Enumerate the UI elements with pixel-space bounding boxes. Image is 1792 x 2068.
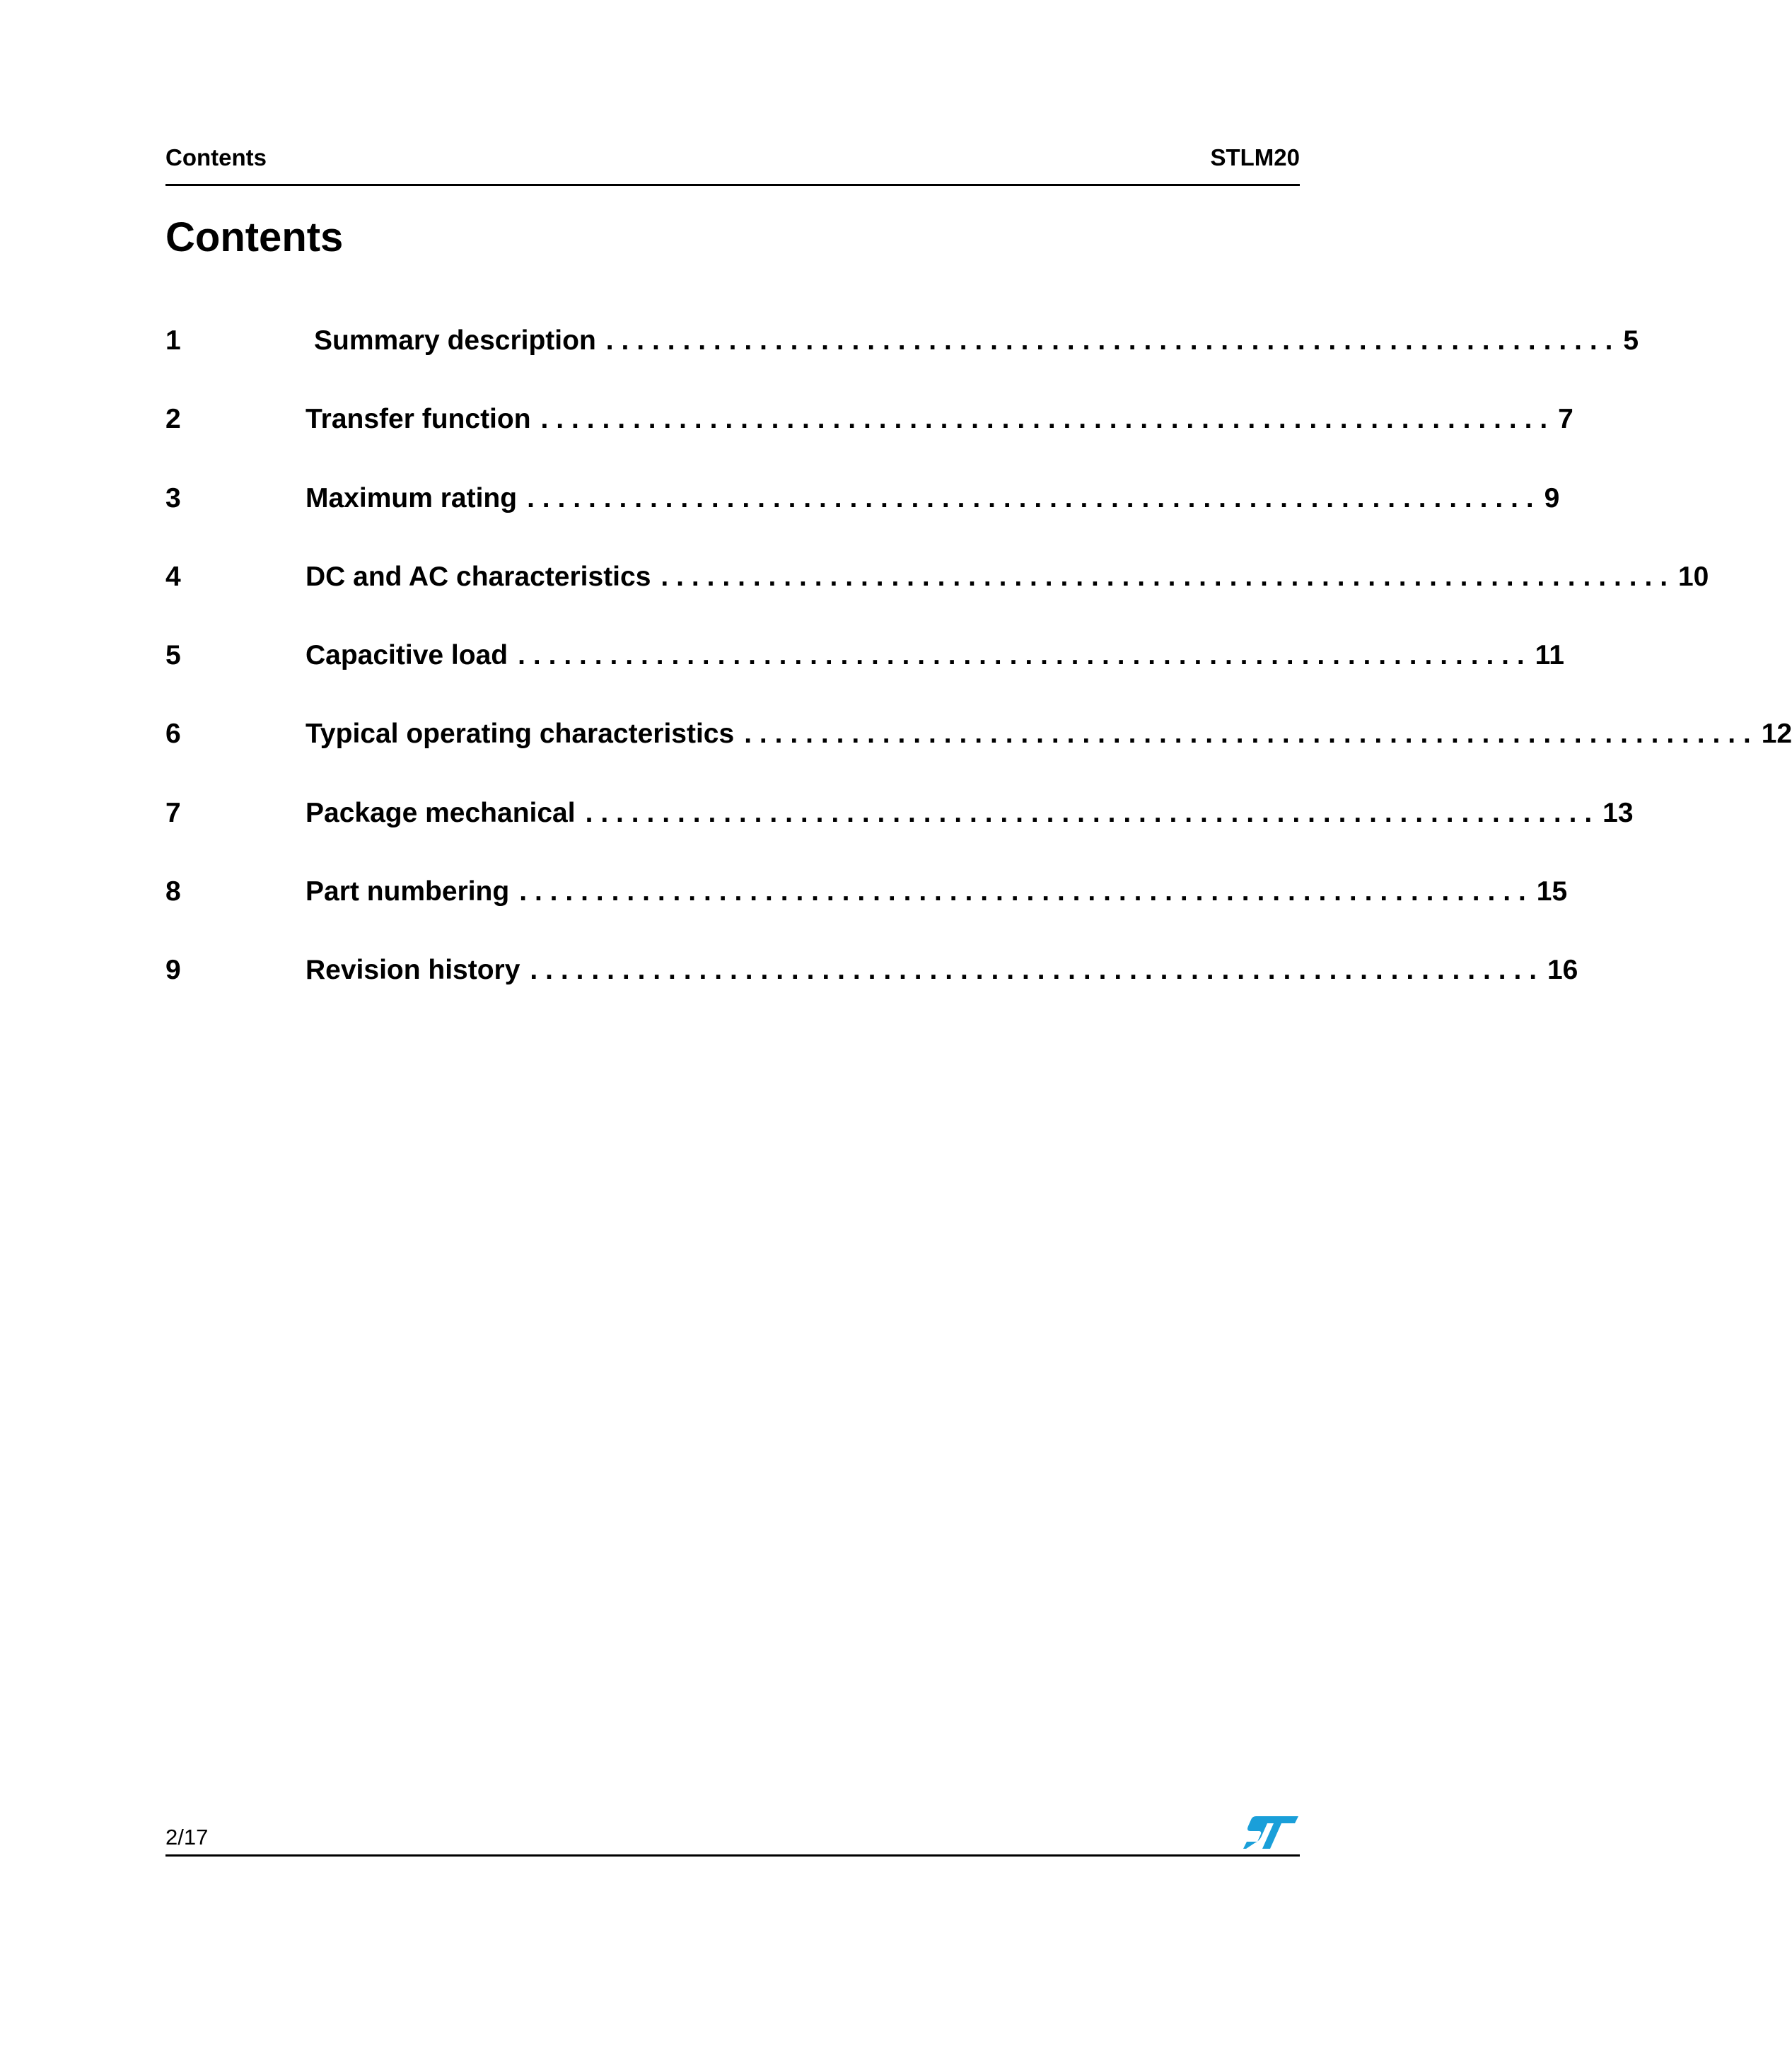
toc-dot-leader: .................................................................. [585,797,1600,828]
page-footer [165,1811,1300,1857]
toc-entry-9[interactable] [165,955,1578,1033]
toc-entry-page: 13 [1602,797,1634,828]
toc-entry-page: 10 [1677,561,1709,592]
toc-entry-7[interactable] [165,797,1634,876]
toc-entry-page: 9 [1544,482,1560,513]
toc-entry-number: 8 [165,876,181,907]
toc-entry-page: 16 [1547,955,1578,986]
toc-entry-number: 3 [165,482,181,513]
toc-entry-2[interactable] [165,404,1573,482]
header-document-id: STLM20 [1210,144,1300,170]
table-of-contents [165,325,1792,1034]
toc-entry-page: 5 [1623,325,1639,356]
toc-dot-leader: .................................................................. [661,561,1675,592]
toc-dot-leader: .................................................................. [605,325,1621,356]
toc-entry-1[interactable] [165,325,1639,404]
toc-entry-number: 2 [165,404,181,435]
toc-entry-number: 9 [165,955,181,986]
st-logo-text [1242,1850,1243,1851]
toc-entry-label: Transfer function [306,404,531,435]
toc-entry-3[interactable] [165,482,1560,562]
toc-entry-label: Package mechanical [306,797,576,828]
toc-entry-page: 15 [1536,876,1568,907]
toc-dot-leader: .................................................................. [527,482,1542,513]
toc-entry-label: DC and AC characteristics [306,561,651,592]
toc-dot-leader: .................................................................. [540,404,1556,435]
toc-entry-page: 12 [1761,719,1792,750]
toc-entry-4[interactable] [165,561,1709,640]
toc-entry-number: 6 [165,719,181,750]
page-title: Contents [165,214,344,260]
toc-entry-page: 11 [1535,640,1564,671]
st-logo-shape [1243,1816,1298,1849]
page-header [165,141,1300,186]
toc-entry-label: Summary description [314,325,596,356]
toc-dot-leader: .................................................................. [519,876,1534,907]
toc-entry-label: Maximum rating [306,482,518,513]
toc-dot-leader: .................................................................. [530,955,1544,986]
toc-entry-number: 1 [165,325,181,356]
header-section-title: Contents [165,144,267,170]
toc-entry-6[interactable] [165,719,1792,797]
toc-dot-leader: .................................................................. [518,640,1532,671]
toc-entry-number: 4 [165,561,181,592]
toc-entry-number: 7 [165,797,181,828]
st-logo-icon [1242,1815,1300,1850]
toc-entry-5[interactable] [165,640,1564,719]
toc-entry-label: Revision history [306,955,520,986]
toc-entry-number: 5 [165,640,181,671]
toc-entry-label: Typical operating characteristics [306,719,735,750]
toc-entry-page: 7 [1558,404,1573,435]
toc-entry-label: Capacitive load [306,640,508,671]
toc-entry-8[interactable] [165,876,1568,955]
footer-page-number: 2/17 [165,1825,209,1849]
toc-dot-leader: .................................................................. [744,719,1759,750]
toc-entry-label: Part numbering [306,876,510,907]
